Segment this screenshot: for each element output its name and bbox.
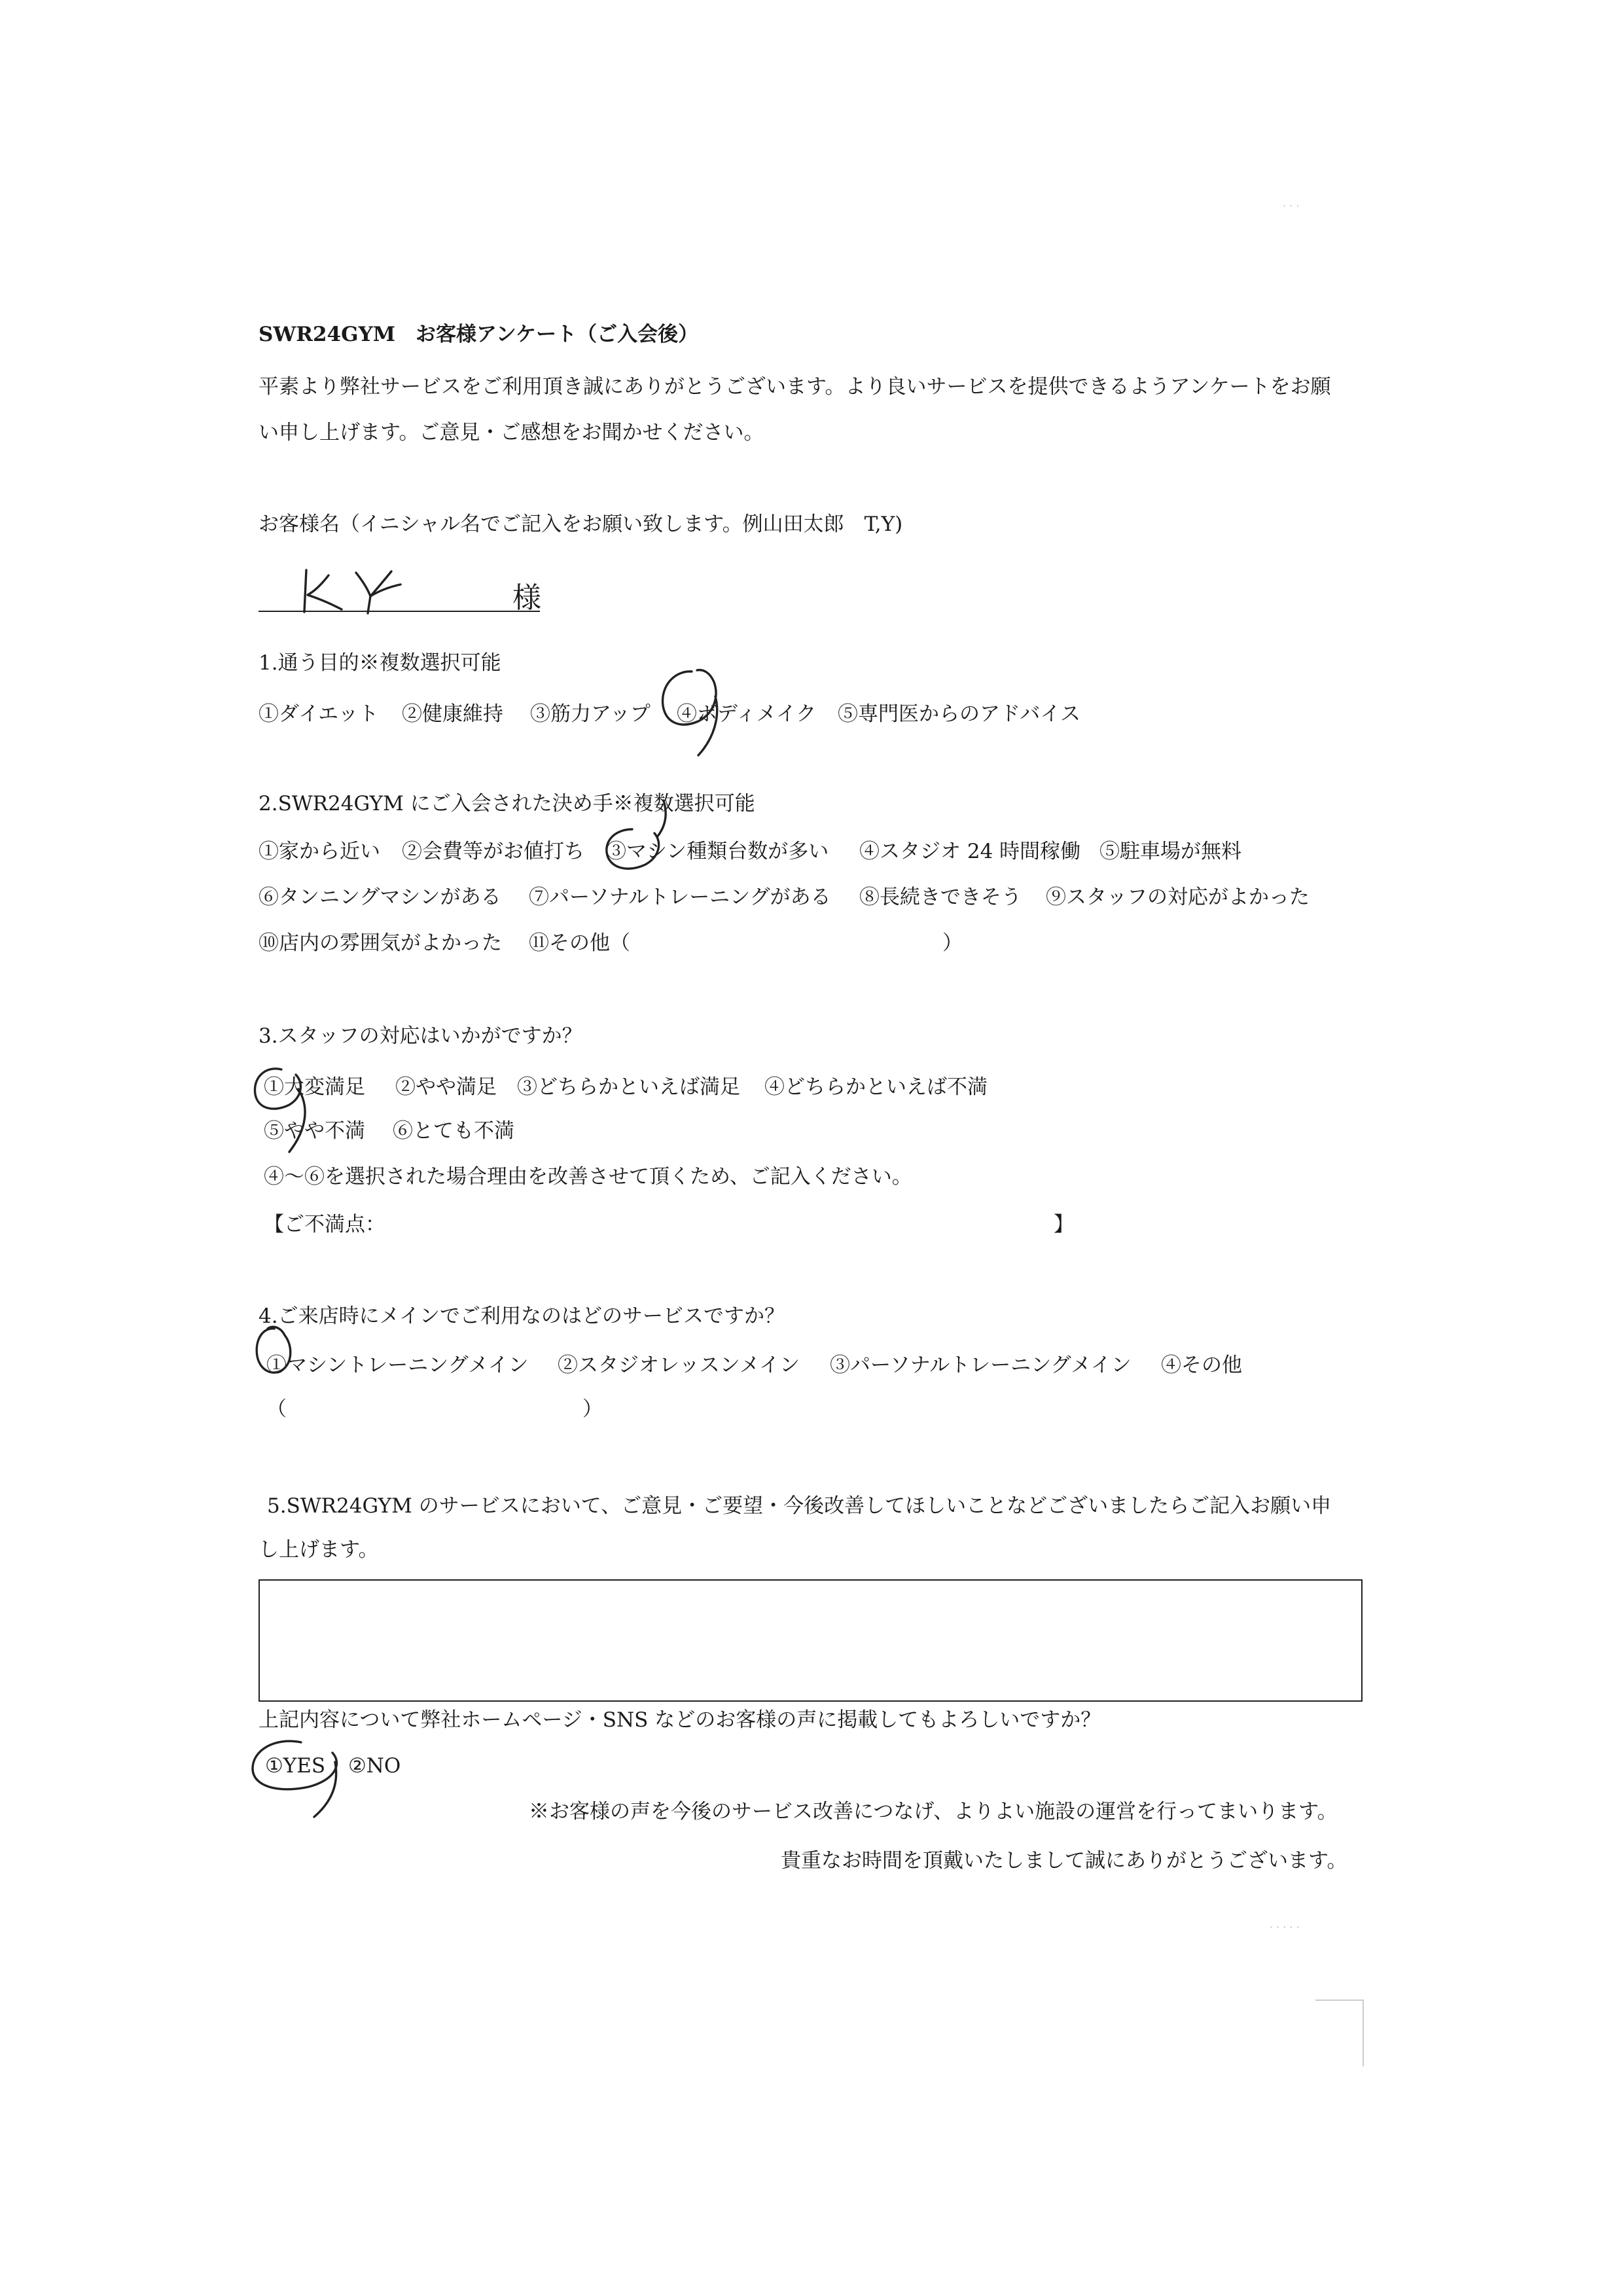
- q2-option-9[interactable]: ⑨スタッフの対応がよかった: [1046, 886, 1310, 909]
- q2-option-5[interactable]: ⑤駐車場が無料: [1099, 840, 1241, 863]
- q2-option-6[interactable]: ⑥タンニングマシンがある: [259, 886, 501, 909]
- q4-option-2[interactable]: ②スタジオレッスンメイン: [558, 1354, 800, 1377]
- q4-option-1[interactable]: ①マシントレーニングメイン: [266, 1354, 529, 1377]
- q1-option-4[interactable]: ④ボディメイク: [677, 702, 817, 726]
- q2-option-3[interactable]: ③マシン種類台数が多い: [606, 840, 829, 863]
- q3-option-5[interactable]: ⑤やや不満: [264, 1119, 365, 1143]
- q3-option-4[interactable]: ④どちらかといえば不満: [764, 1075, 988, 1099]
- q2-other-close: ）: [942, 931, 963, 955]
- footer-note-1: ※お客様の声を今後のサービス改善につなげ、よりよい施設の運営を行ってまいります。: [529, 1800, 1338, 1823]
- publish-yes-option[interactable]: ①YES: [265, 1754, 326, 1778]
- q3-option-3[interactable]: ③どちらかといえば満足: [517, 1075, 740, 1099]
- intro-text-line2: い申し上げます。ご意見・ご感想をお聞かせください。: [259, 421, 764, 444]
- q3-title: 3.スタッフの対応はいかがですか？: [259, 1024, 582, 1048]
- q1-title: 1.通う目的※複数選択可能: [259, 651, 501, 675]
- q1-option-2[interactable]: ②健康維持: [402, 702, 503, 726]
- q1-option-5[interactable]: ⑤専門医からのアドバイス: [838, 702, 1081, 726]
- q2-option-1[interactable]: ①家から近い: [259, 840, 380, 863]
- q4-other-close: ）: [582, 1397, 603, 1421]
- footer-note-2: 貴重なお時間を頂戴いたしまして誠にありがとうございます。: [781, 1849, 1347, 1873]
- q2-option-10[interactable]: ⑩店内の雰囲気がよかった: [259, 931, 502, 955]
- q1-option-3[interactable]: ③筋力アップ: [530, 702, 651, 726]
- q3-complaint-close: 】: [1054, 1213, 1074, 1236]
- q3-option-2[interactable]: ②やや満足: [395, 1075, 497, 1099]
- q4-other-input[interactable]: [288, 1397, 576, 1422]
- q5-title-line1: 5.SWR24GYM のサービスにおいて、ご意見・ご要望・今後改善してほしいことなどございましたらご記入お願い申: [267, 1494, 1332, 1518]
- publish-question: 上記内容について弊社ホームページ・SNS などのお客様の声に掲載してもよろしいですか？: [259, 1708, 1101, 1732]
- scan-smudge: · · ·: [1283, 200, 1300, 212]
- scan-corner-mark: [1315, 2000, 1364, 2066]
- q4-title: 4.ご来店時にメインでご利用なのはどのサービスですか？: [259, 1304, 785, 1328]
- q3-complaint-input[interactable]: [401, 1213, 1042, 1238]
- q2-option-11-other[interactable]: ⑪その他（: [529, 931, 630, 955]
- q2-option-7[interactable]: ⑦パーソナルトレーニングがある: [529, 886, 831, 909]
- survey-title: SWR24GYM お客様アンケート（ご入会後）: [259, 323, 699, 346]
- q3-option-6[interactable]: ⑥とても不満: [393, 1119, 514, 1143]
- q5-title-line2: し上げます。: [259, 1538, 379, 1562]
- q3-option-1[interactable]: ①大変満足: [264, 1075, 365, 1099]
- customer-name-prompt: お客様名（イニシャル名でご記入をお願い致します。例山田太郎 T,Y): [259, 512, 903, 536]
- scan-smudge: · · · · ·: [1270, 1921, 1300, 1933]
- q2-option-8[interactable]: ⑧長続きできそう: [859, 886, 1022, 909]
- customer-honorific: 様: [512, 581, 541, 615]
- q2-title: 2.SWR24GYM にご入会された決め手※複数選択可能: [259, 792, 755, 816]
- q4-option-3[interactable]: ③パーソナルトレーニングメイン: [830, 1354, 1132, 1377]
- publish-no-option[interactable]: ②NO: [348, 1754, 401, 1778]
- intro-text-line1: 平素より弊社サービスをご利用頂き誠にありがとうございます。より良いサービスを提供できるようアンケートをお願: [259, 375, 1331, 399]
- q3-reason-note: ④～⑥を選択された場合理由を改善させて頂くため、ご記入ください。: [264, 1165, 912, 1189]
- customer-name-underline: [259, 611, 540, 612]
- q3-complaint-label: 【ご不満点：: [264, 1213, 385, 1236]
- q2-option-2[interactable]: ②会費等がお値打ち: [402, 840, 584, 863]
- q2-option-4[interactable]: ④スタジオ 24 時間稼働: [859, 840, 1081, 863]
- q1-option-1[interactable]: ①ダイエット: [259, 702, 379, 726]
- q4-option-4-other[interactable]: ④その他: [1161, 1354, 1242, 1377]
- q4-other-open: （: [266, 1397, 287, 1421]
- q5-answer-box[interactable]: [259, 1579, 1363, 1702]
